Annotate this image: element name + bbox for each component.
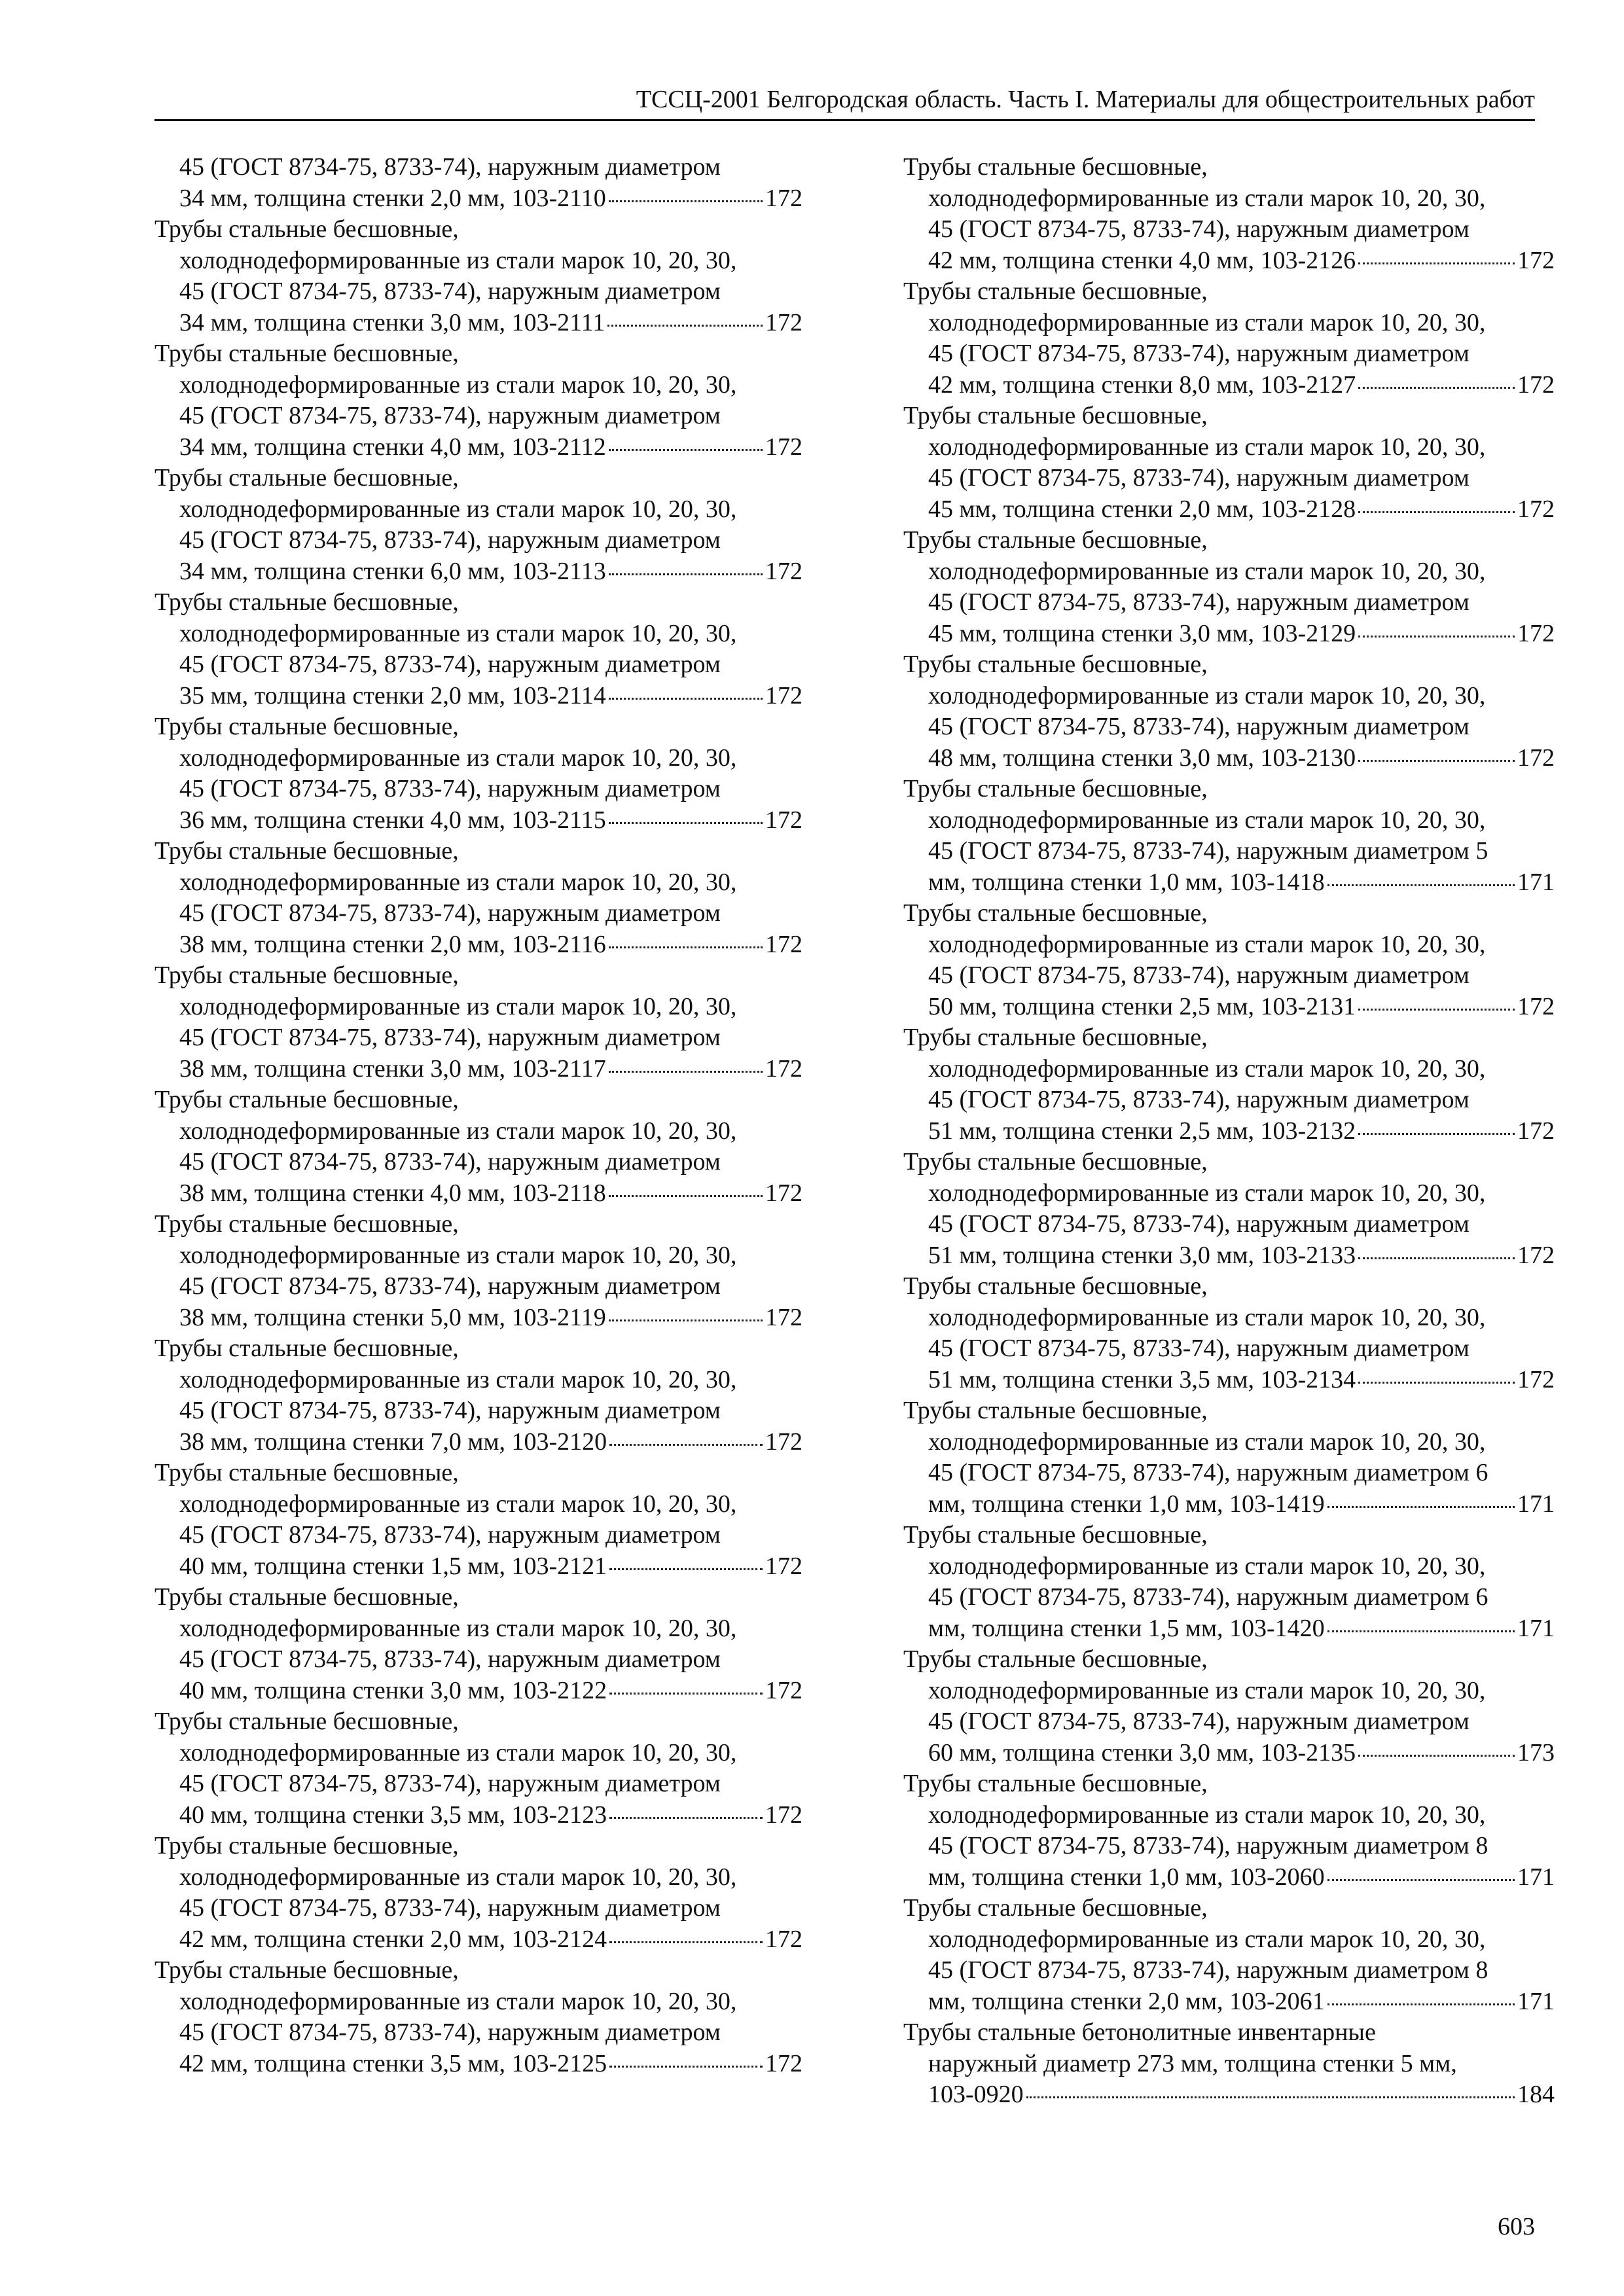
entry-last-line <box>154 556 803 588</box>
entry-line: холоднодеформированные из стали марок 10, 20, 30, <box>179 246 737 274</box>
entry-page-ref: 172 <box>765 681 803 709</box>
entry-title: Трубы стальные бесшовные, <box>903 1272 1208 1300</box>
entry-code-text: 60 мм, толщина стенки 3,0 мм, 103-2135 <box>928 1738 1356 1767</box>
entry-line: холоднодеформированные из стали марок 10, 20, 30, <box>928 930 1486 958</box>
entry-title: Трубы стальные бесшовные, <box>903 1894 1208 1922</box>
entry-line: 45 (ГОСТ 8734-75, 8733-74), наружным диаметром <box>179 1024 721 1051</box>
dot-leader <box>609 1319 763 1321</box>
entry-page-ref: 171 <box>1517 1863 1555 1891</box>
entry-last-line <box>154 1427 803 1458</box>
entry-line: холоднодеформированные из стали марок 10, 20, 30, <box>179 1117 737 1145</box>
index-entry <box>154 587 803 711</box>
entry-last-line <box>154 1302 803 1334</box>
entry-title: Трубы стальные бесшовные, <box>903 899 1208 927</box>
index-entry <box>903 401 1555 525</box>
entry-title: Трубы стальные бесшовные, <box>154 464 459 492</box>
entry-line: 45 (ГОСТ 8734-75, 8733-74), наружным диаметром 6 <box>928 1459 1489 1486</box>
entry-page-ref: 172 <box>1517 495 1555 523</box>
entry-line: холоднодеформированные из стали марок 10, 20, 30, <box>928 1179 1486 1207</box>
entry-last-line <box>903 245 1555 277</box>
entry-line: 45 (ГОСТ 8734-75, 8733-74), наружным диаметром <box>928 340 1470 367</box>
entry-code-text: 38 мм, толщина стенки 2,0 мм, 103-2116 <box>179 930 606 958</box>
index-entry <box>154 711 803 836</box>
dot-leader <box>1327 2003 1515 2005</box>
index-entry <box>154 152 803 214</box>
entry-line: холоднодеформированные из стали марок 10, 20, 30, <box>928 1552 1486 1580</box>
entry-title: Трубы стальные бесшовные, <box>903 153 1208 181</box>
entry-line: 45 (ГОСТ 8734-75, 8733-74), наружным диаметром <box>179 526 721 554</box>
dot-leader <box>1358 1009 1515 1011</box>
entry-code-text: 40 мм, толщина стенки 1,5 мм, 103-2121 <box>179 1552 607 1580</box>
entry-title: Трубы стальные бесшовные, <box>154 1708 459 1735</box>
entry-title: Трубы стальные бесшовные, <box>154 837 459 865</box>
entry-code-text: 36 мм, толщина стенки 4,0 мм, 103-2115 <box>179 806 606 834</box>
entry-line: холоднодеформированные из стали марок 10, 20, 30, <box>928 806 1486 834</box>
entry-line: наружный диаметр 273 мм, толщина стенки 5 мм, <box>928 2049 1457 2077</box>
entry-code-text: 34 мм, толщина стенки 4,0 мм, 103-2112 <box>179 433 606 461</box>
page-number: 603 <box>1498 2213 1535 2240</box>
entry-last-line <box>903 1862 1555 1893</box>
entry-last-line <box>903 1489 1555 1520</box>
entry-code-text: 51 мм, толщина стенки 3,5 мм, 103-2134 <box>928 1365 1356 1393</box>
entry-title: Трубы стальные бесшовные, <box>154 1956 459 1984</box>
index-entry <box>154 836 803 960</box>
dot-leader <box>1358 511 1515 513</box>
entry-line: 45 (ГОСТ 8734-75, 8733-74), наружным диаметром <box>928 1086 1470 1113</box>
entry-page-ref: 172 <box>765 1054 803 1083</box>
dot-leader <box>609 1444 763 1446</box>
entry-last-line <box>154 1054 803 1085</box>
index-entry <box>154 463 803 587</box>
entry-last-line <box>154 308 803 339</box>
entry-title: Трубы стальные бесшовные, <box>903 526 1208 554</box>
entry-code-text: 42 мм, толщина стенки 2,0 мм, 103-2124 <box>179 1925 607 1953</box>
dot-leader <box>1358 760 1515 762</box>
entry-page-ref: 172 <box>765 1676 803 1704</box>
entry-line: 45 (ГОСТ 8734-75, 8733-74), наружным диаметром 5 <box>928 837 1489 865</box>
index-entry <box>154 1706 803 1831</box>
index-entry <box>154 214 803 338</box>
dot-leader <box>609 946 763 948</box>
entry-title: Трубы стальные бесшовные, <box>903 1645 1208 1673</box>
entry-line: холоднодеформированные из стали марок 10, 20, 30, <box>928 433 1486 461</box>
index-entry <box>903 898 1555 1022</box>
entry-code-text: 42 мм, толщина стенки 4,0 мм, 103-2126 <box>928 246 1356 274</box>
entry-title: Трубы стальные бесшовные, <box>154 340 459 367</box>
entry-line: холоднодеформированные из стали марок 10, 20, 30, <box>928 1801 1486 1829</box>
index-entry <box>154 1209 803 1333</box>
index-entry <box>154 1085 803 1209</box>
dot-leader <box>1358 636 1515 637</box>
index-entry <box>154 960 803 1085</box>
entry-last-line <box>903 1240 1555 1272</box>
entry-code-text: 38 мм, толщина стенки 5,0 мм, 103-2119 <box>179 1303 606 1331</box>
entry-line: холоднодеформированные из стали марок 10, 20, 30, <box>179 992 737 1020</box>
entry-title: Трубы стальные бесшовные, <box>154 1832 459 1859</box>
entry-line: холоднодеформированные из стали марок 10, 20, 30, <box>179 868 737 896</box>
entry-page-ref: 172 <box>765 308 803 336</box>
entry-last-line <box>154 805 803 836</box>
entry-last-line <box>154 432 803 463</box>
entry-line: холоднодеформированные из стали марок 10, 20, 30, <box>928 184 1486 212</box>
entry-title: Трубы стальные бесшовные, <box>154 1335 459 1362</box>
entry-page-ref: 172 <box>765 433 803 461</box>
entry-title: Трубы стальные бетонолитные инвентарные <box>903 2018 1376 2046</box>
index-column-right <box>903 152 1555 2111</box>
dot-leader <box>1358 387 1515 389</box>
entry-line: 45 (ГОСТ 8734-75, 8733-74), наружным диаметром <box>179 153 721 181</box>
index-entry <box>903 1520 1555 1644</box>
entry-page-ref: 172 <box>1517 1241 1555 1269</box>
entry-page-ref: 172 <box>765 1925 803 1953</box>
entry-line: 45 (ГОСТ 8734-75, 8733-74), наружным диаметром <box>179 278 721 305</box>
entry-page-ref: 172 <box>765 1552 803 1580</box>
entry-line: холоднодеформированные из стали марок 10, 20, 30, <box>179 370 737 399</box>
entry-line: 45 (ГОСТ 8734-75, 8733-74), наружным диаметром <box>179 1272 721 1300</box>
entry-line: холоднодеформированные из стали марок 10, 20, 30, <box>928 1054 1486 1083</box>
entry-code-text: 103-0920 <box>928 2081 1024 2108</box>
entry-line: 45 (ГОСТ 8734-75, 8733-74), наружным диаметром <box>928 464 1470 492</box>
entry-line: холоднодеформированные из стали марок 10, 20, 30, <box>928 1925 1486 1953</box>
entry-last-line <box>903 1365 1555 1396</box>
index-entry <box>154 338 803 463</box>
entry-code-text: 48 мм, толщина стенки 3,0 мм, 103-2130 <box>928 744 1356 772</box>
entry-page-ref: 172 <box>765 184 803 212</box>
entry-line: 45 (ГОСТ 8734-75, 8733-74), наружным диаметром <box>179 1397 721 1424</box>
entry-page-ref: 172 <box>765 1801 803 1829</box>
entry-line: 45 (ГОСТ 8734-75, 8733-74), наружным диаметром 8 <box>928 1956 1489 1984</box>
entry-title: Трубы стальные бесшовные, <box>154 961 459 989</box>
entry-title: Трубы стальные бесшовные, <box>903 1770 1208 1797</box>
entry-line: 45 (ГОСТ 8734-75, 8733-74), наружным диаметром <box>928 1335 1470 1362</box>
dot-leader <box>1358 1257 1515 1259</box>
entry-last-line <box>154 1924 803 1956</box>
entry-title: Трубы стальные бесшовные, <box>903 651 1208 678</box>
entry-line: холоднодеформированные из стали марок 10, 20, 30, <box>179 619 737 647</box>
dot-leader <box>1358 1133 1515 1135</box>
entry-line: 45 (ГОСТ 8734-75, 8733-74), наружным диаметром <box>928 1708 1470 1735</box>
entry-page-ref: 171 <box>1517 1614 1555 1642</box>
entry-code-text: мм, толщина стенки 1,5 мм, 103-1420 <box>928 1614 1325 1642</box>
entry-code-text: 45 мм, толщина стенки 3,0 мм, 103-2129 <box>928 619 1356 647</box>
entry-last-line <box>903 1116 1555 1147</box>
entry-title: Трубы стальные бесшовные, <box>903 775 1208 802</box>
entry-page-ref: 172 <box>1517 744 1555 772</box>
entry-title: Трубы стальные бесшовные, <box>903 278 1208 305</box>
entry-title: Трубы стальные бесшовные, <box>903 402 1208 429</box>
entry-page-ref: 172 <box>1517 1117 1555 1145</box>
entry-last-line <box>154 929 803 961</box>
index-entry <box>903 1395 1555 1520</box>
entry-line: 45 (ГОСТ 8734-75, 8733-74), наружным диаметром <box>179 775 721 802</box>
entry-last-line <box>154 1178 803 1210</box>
entry-line: холоднодеформированные из стали марок 10, 20, 30, <box>179 1614 737 1642</box>
entry-last-line <box>903 1613 1555 1645</box>
index-entry <box>903 1644 1555 1768</box>
entry-code-text: мм, толщина стенки 1,0 мм, 103-2060 <box>928 1863 1325 1891</box>
entry-line: холоднодеформированные из стали марок 10, 20, 30, <box>179 744 737 772</box>
entry-last-line <box>903 1738 1555 1769</box>
dot-leader <box>1358 1382 1515 1384</box>
dot-leader <box>609 1568 763 1570</box>
entry-page-ref: 172 <box>1517 370 1555 399</box>
entry-line: холоднодеформированные из стали марок 10, 20, 30, <box>928 681 1486 709</box>
dot-leader <box>609 822 763 824</box>
dot-leader <box>609 1817 763 1819</box>
entry-line: 45 (ГОСТ 8734-75, 8733-74), наружным диаметром <box>179 651 721 678</box>
dot-leader <box>609 2066 763 2068</box>
entry-code-text: 40 мм, толщина стенки 3,0 мм, 103-2122 <box>179 1676 607 1704</box>
entry-last-line <box>903 494 1555 526</box>
entry-page-ref: 172 <box>1517 992 1555 1020</box>
index-entry <box>154 1582 803 1706</box>
entry-code-text: 38 мм, толщина стенки 4,0 мм, 103-2118 <box>179 1179 606 1207</box>
entry-code-text: 42 мм, толщина стенки 8,0 мм, 103-2127 <box>928 370 1356 399</box>
entry-title: Трубы стальные бесшовные, <box>154 588 459 616</box>
entry-code-text: 51 мм, толщина стенки 2,5 мм, 103-2132 <box>928 1117 1356 1145</box>
index-entry <box>154 1333 803 1458</box>
index-entry <box>903 1893 1555 2017</box>
entry-line: 45 (ГОСТ 8734-75, 8733-74), наружным диаметром 6 <box>928 1583 1489 1611</box>
dot-leader <box>609 698 763 700</box>
entry-last-line <box>903 2079 1555 2111</box>
dot-leader <box>1026 2096 1515 2098</box>
entry-page-ref: 172 <box>765 806 803 834</box>
index-entry <box>903 152 1555 276</box>
entry-title: Трубы стальные бесшовные, <box>154 713 459 740</box>
index-entry <box>903 1147 1555 1271</box>
index-entry <box>903 774 1555 898</box>
index-entry <box>154 1458 803 1582</box>
entry-line: холоднодеформированные из стали марок 10, 20, 30, <box>179 1365 737 1393</box>
entry-line: 45 (ГОСТ 8734-75, 8733-74), наружным диаметром <box>179 1521 721 1549</box>
entry-line: холоднодеформированные из стали марок 10, 20, 30, <box>179 1241 737 1269</box>
entry-code-text: мм, толщина стенки 2,0 мм, 103-2061 <box>928 1987 1325 2015</box>
dot-leader <box>1358 262 1515 264</box>
index-entry <box>903 649 1555 774</box>
entry-line: 45 (ГОСТ 8734-75, 8733-74), наружным диаметром 8 <box>928 1832 1489 1859</box>
entry-last-line <box>154 1800 803 1831</box>
entry-line: холоднодеформированные из стали марок 10, 20, 30, <box>179 495 737 523</box>
dot-leader <box>1327 884 1515 886</box>
entry-line: 45 (ГОСТ 8734-75, 8733-74), наружным диаметром <box>179 899 721 927</box>
entry-last-line <box>154 681 803 712</box>
entry-code-text: 45 мм, толщина стенки 2,0 мм, 103-2128 <box>928 495 1356 523</box>
entry-page-ref: 184 <box>1517 2081 1555 2108</box>
entry-code-text: мм, толщина стенки 1,0 мм, 103-1419 <box>928 1490 1325 1518</box>
index-entry <box>903 1022 1555 1147</box>
dot-leader <box>1327 1506 1515 1508</box>
entry-title: Трубы стальные бесшовные, <box>154 1459 459 1486</box>
entry-page-ref: 172 <box>765 2049 803 2077</box>
entry-line: 45 (ГОСТ 8734-75, 8733-74), наружным диаметром <box>179 2018 721 2046</box>
entry-line: холоднодеформированные из стали марок 10, 20, 30, <box>179 1738 737 1767</box>
entry-page-ref: 172 <box>765 930 803 958</box>
entry-line: холоднодеформированные из стали марок 10, 20, 30, <box>928 1676 1486 1704</box>
entry-title: Трубы стальные бесшовные, <box>154 215 459 243</box>
entry-last-line <box>154 1676 803 1707</box>
entry-line: 45 (ГОСТ 8734-75, 8733-74), наружным диаметром <box>928 713 1470 740</box>
entry-page-ref: 172 <box>1517 619 1555 647</box>
entry-page-ref: 173 <box>1517 1738 1555 1767</box>
entry-code-text: 34 мм, толщина стенки 6,0 мм, 103-2113 <box>179 557 606 585</box>
entry-page-ref: 172 <box>765 1303 803 1331</box>
entry-code-text: 35 мм, толщина стенки 2,0 мм, 103-2114 <box>179 681 606 709</box>
dot-leader <box>1327 1879 1515 1881</box>
entry-line: холоднодеформированные из стали марок 10, 20, 30, <box>928 557 1486 585</box>
index-entry <box>903 525 1555 649</box>
entry-line: холоднодеформированные из стали марок 10, 20, 30, <box>179 1863 737 1891</box>
entry-code-text: 42 мм, толщина стенки 3,5 мм, 103-2125 <box>179 2049 607 2077</box>
dot-leader <box>609 1195 763 1197</box>
entry-last-line <box>903 1986 1555 2018</box>
entry-last-line <box>903 370 1555 401</box>
entry-line: 45 (ГОСТ 8734-75, 8733-74), наружным диаметром <box>928 215 1470 243</box>
entry-page-ref: 172 <box>1517 246 1555 274</box>
entry-page-ref: 172 <box>1517 1365 1555 1393</box>
entry-title: Трубы стальные бесшовные, <box>154 1086 459 1113</box>
entry-page-ref: 172 <box>765 1427 803 1456</box>
entry-page-ref: 172 <box>765 1179 803 1207</box>
entry-code-text: 34 мм, толщина стенки 3,0 мм, 103-2111 <box>179 308 605 336</box>
entry-line: холоднодеформированные из стали марок 10, 20, 30, <box>179 1987 737 2015</box>
entry-line: 45 (ГОСТ 8734-75, 8733-74), наружным диаметром <box>928 588 1470 616</box>
entry-page-ref: 171 <box>1517 868 1555 896</box>
entry-code-text: 50 мм, толщина стенки 2,5 мм, 103-2131 <box>928 992 1356 1020</box>
dot-leader <box>609 200 763 202</box>
entry-page-ref: 171 <box>1517 1490 1555 1518</box>
entry-code-text: 40 мм, толщина стенки 3,5 мм, 103-2123 <box>179 1801 607 1829</box>
entry-last-line <box>154 2049 803 2080</box>
entry-page-ref: 171 <box>1517 1987 1555 2015</box>
dot-leader <box>1327 1630 1515 1632</box>
entry-title: Трубы стальные бесшовные, <box>903 1397 1208 1424</box>
entry-line: холоднодеформированные из стали марок 10, 20, 30, <box>928 308 1486 336</box>
index-entry <box>903 276 1555 401</box>
dot-leader <box>609 573 763 575</box>
index-entry <box>154 1831 803 1955</box>
entry-page-ref: 172 <box>765 557 803 585</box>
entry-line: холоднодеформированные из стали марок 10, 20, 30, <box>179 1490 737 1518</box>
entry-code-text: 38 мм, толщина стенки 7,0 мм, 103-2120 <box>179 1427 607 1456</box>
entry-line: 45 (ГОСТ 8734-75, 8733-74), наружным диаметром <box>928 961 1470 989</box>
dot-leader <box>609 1941 763 1943</box>
index-entry <box>154 1955 803 2079</box>
entry-line: 45 (ГОСТ 8734-75, 8733-74), наружным диаметром <box>179 1645 721 1673</box>
dot-leader <box>609 449 763 451</box>
entry-last-line <box>154 183 803 215</box>
entry-title: Трубы стальные бесшовные, <box>154 1210 459 1238</box>
entry-title: Трубы стальные бесшовные, <box>903 1024 1208 1051</box>
entry-code-text: 38 мм, толщина стенки 3,0 мм, 103-2117 <box>179 1054 606 1083</box>
entry-line: 45 (ГОСТ 8734-75, 8733-74), наружным диаметром <box>179 402 721 429</box>
entry-title: Трубы стальные бесшовные, <box>903 1521 1208 1549</box>
running-header: ТССЦ-2001 Белгородская область. Часть I. Материалы для общестроительных работ <box>154 84 1535 121</box>
index-entry <box>903 1768 1555 1893</box>
entry-title: Трубы стальные бесшовные, <box>903 1148 1208 1175</box>
entry-code-text: 34 мм, толщина стенки 2,0 мм, 103-2110 <box>179 184 606 212</box>
entry-line: холоднодеформированные из стали марок 10, 20, 30, <box>928 1303 1486 1331</box>
entry-last-line <box>903 743 1555 774</box>
dot-leader <box>1358 1755 1515 1757</box>
entry-line: 45 (ГОСТ 8734-75, 8733-74), наружным диаметром <box>928 1210 1470 1238</box>
entry-line: 45 (ГОСТ 8734-75, 8733-74), наружным диаметром <box>179 1148 721 1175</box>
dot-leader <box>609 1693 763 1695</box>
dot-leader <box>607 325 763 327</box>
entry-code-text: 51 мм, толщина стенки 3,0 мм, 103-2133 <box>928 1241 1356 1269</box>
entry-last-line <box>154 1551 803 1583</box>
entry-line: холоднодеформированные из стали марок 10, 20, 30, <box>928 1427 1486 1456</box>
entry-code-text: мм, толщина стенки 1,0 мм, 103-1418 <box>928 868 1325 896</box>
index-entry <box>903 1271 1555 1395</box>
index-entry <box>903 2017 1555 2111</box>
entry-line: 45 (ГОСТ 8734-75, 8733-74), наружным диаметром <box>179 1894 721 1922</box>
entry-last-line <box>903 867 1555 899</box>
entry-line: 45 (ГОСТ 8734-75, 8733-74), наружным диаметром <box>179 1770 721 1797</box>
dot-leader <box>609 1071 763 1073</box>
entry-last-line <box>903 619 1555 650</box>
index-column-left <box>154 152 803 2079</box>
entry-last-line <box>903 992 1555 1023</box>
entry-title: Трубы стальные бесшовные, <box>154 1583 459 1611</box>
